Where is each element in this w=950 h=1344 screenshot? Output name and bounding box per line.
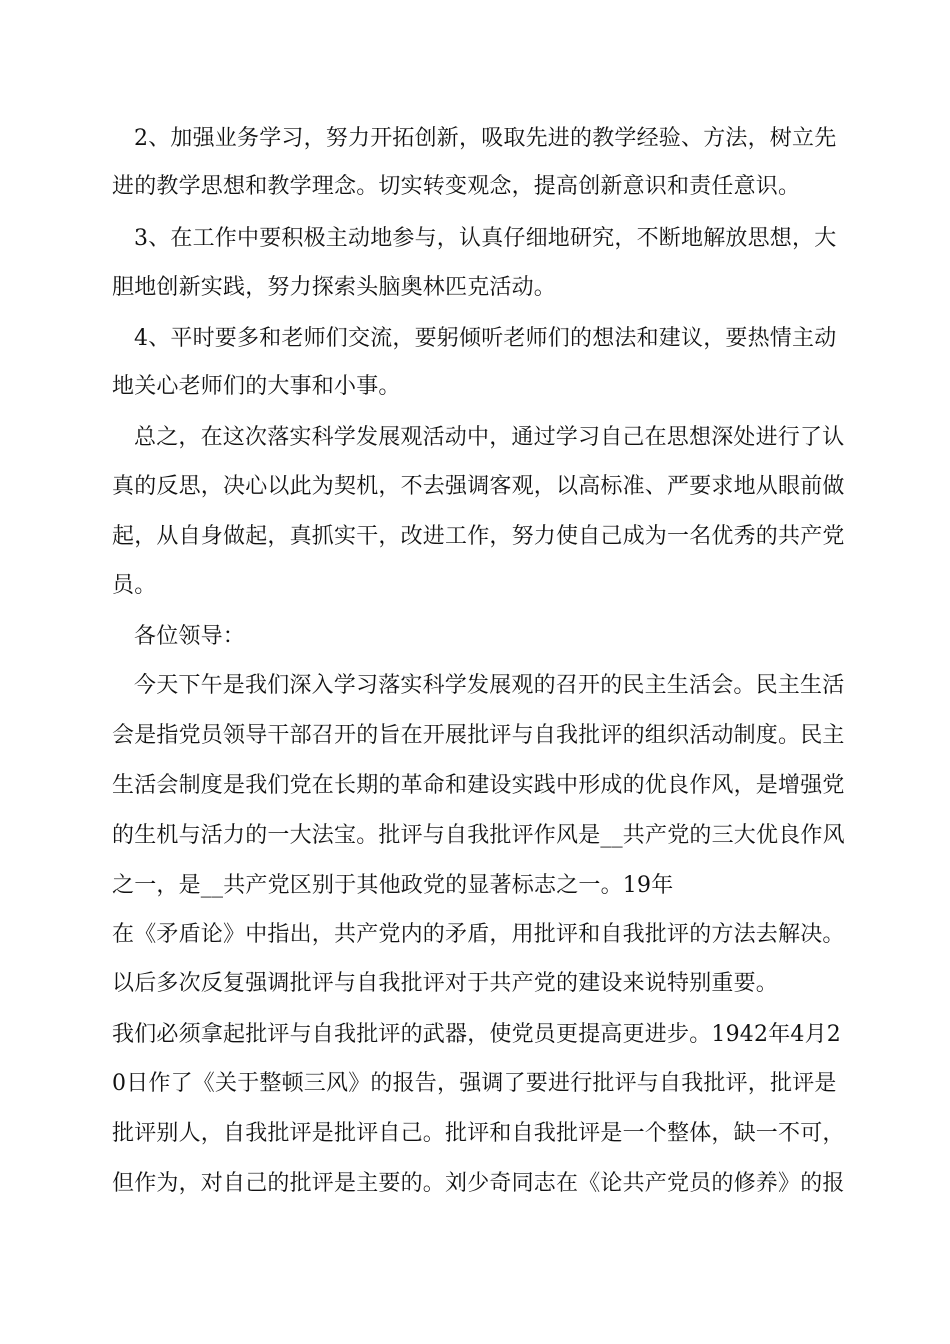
paragraph-line: 地关心老师们的大事和小事。 — [112, 374, 401, 399]
paragraph-line: 进的教学思想和教学理念。切实转变观念，提高创新意识和责任意识。 — [112, 174, 801, 199]
paragraph-line: 胆地创新实践，努力探索头脑奥林匹克活动。 — [112, 275, 557, 300]
paragraph-line: 之一，是__共产党区别于其他政党的显著标志之一。19年 — [112, 873, 674, 898]
paragraph-line: 在《矛盾论》中指出，共产党内的矛盾，用批评和自我批评的方法去解决。 — [112, 922, 845, 947]
paragraph-line: 总之，在这次落实科学发展观活动中，通过学习自己在思想深处进行了认 — [134, 425, 845, 450]
paragraph-line: 2、加强业务学习，努力开拓创新，吸取先进的教学经验、方法，树立先 — [134, 126, 837, 151]
paragraph-line: 0日作了《关于整顿三风》的报告，强调了要进行批评与自我批评，批评是 — [112, 1071, 837, 1096]
paragraph-line: 但作为，对自己的批评是主要的。刘少奇同志在《论共产党员的修养》的报 — [112, 1171, 845, 1196]
paragraph-line: 批评别人，自我批评是批评自己。批评和自我批评是一个整体，缺一不可， — [112, 1121, 845, 1146]
paragraph-line: 真的反思，决心以此为契机，不去强调客观，以高标准、严要求地从眼前做 — [112, 474, 845, 499]
paragraph-line: 今天下午是我们深入学习落实科学发展观的召开的民主生活会。民主生活 — [134, 673, 845, 698]
paragraph-line: 生活会制度是我们党在长期的革命和建设实践中形成的优良作风，是增强党 — [112, 773, 845, 798]
salutation-line: 各位领导： — [134, 624, 246, 649]
paragraph-line: 我们必须拿起批评与自我批评的武器，使党员更提高更进步。1942年4月2 — [112, 1022, 841, 1047]
paragraph-line: 4、平时要多和老师们交流，要躬倾听老师们的想法和建议，要热情主动 — [134, 326, 837, 351]
paragraph-line: 3、在工作中要积极主动地参与，认真仔细地研究，不断地解放思想，大 — [134, 226, 837, 251]
paragraph-line: 起，从自身做起，真抓实干，改进工作，努力使自己成为一名优秀的共产党 — [112, 524, 845, 549]
paragraph-line: 的生机与活力的一大法宝。批评与自我批评作风是__共产党的三大优良作风 — [112, 823, 845, 848]
paragraph-line: 会是指党员领导干部召开的旨在开展批评与自我批评的组织活动制度。民主 — [112, 723, 845, 748]
paragraph-line: 员。 — [112, 573, 157, 598]
paragraph-line: 以后多次反复强调批评与自我批评对于共产党的建设来说特别重要。 — [112, 971, 779, 996]
